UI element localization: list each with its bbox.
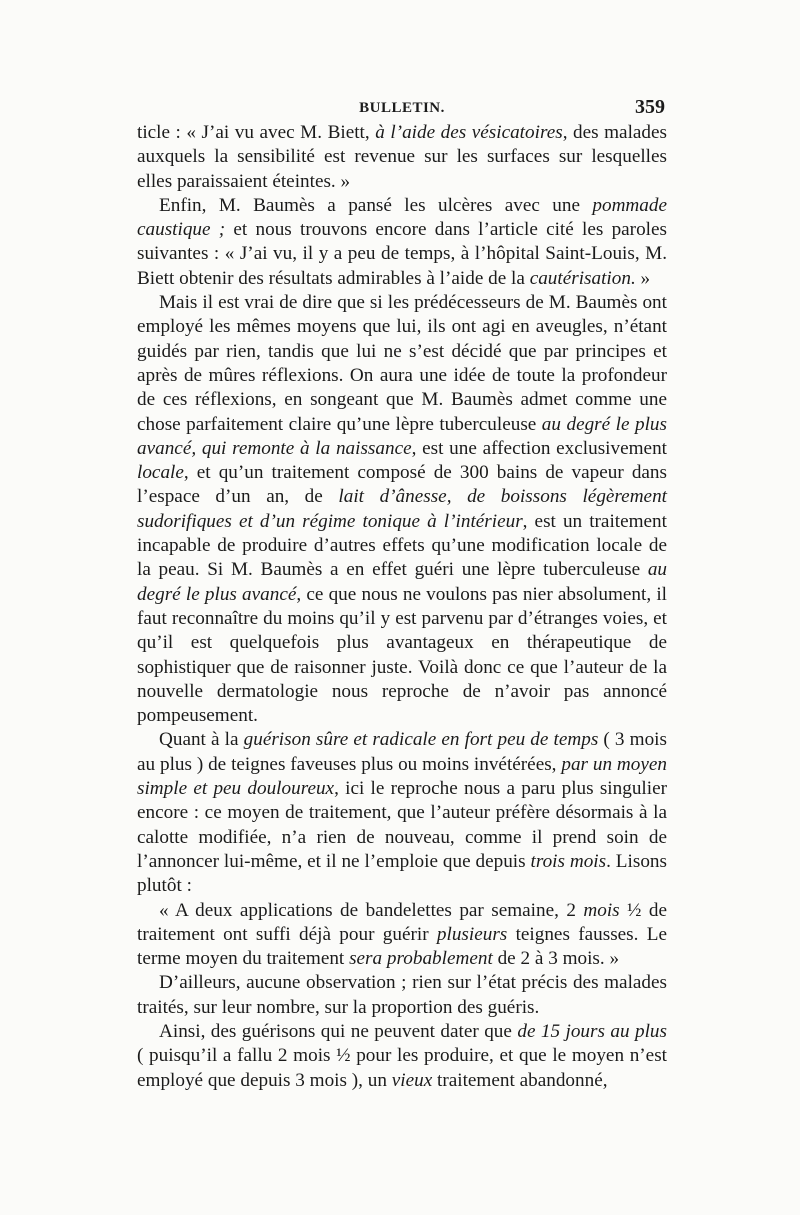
text-run: , et qu’un traitement composé de 300 bains de vapeur dans l’espace d’un an, de [137, 462, 667, 508]
italic-text: locale [137, 462, 184, 484]
paragraph [137, 1020, 667, 1093]
page-header [137, 96, 667, 124]
italic-text: pommade caustique ; [137, 194, 667, 241]
paragraph [137, 971, 667, 1020]
text-run: , est une affection exclusivement [411, 437, 667, 459]
text-run: traitement abandonné, [432, 1069, 608, 1091]
italic-text: mois [583, 899, 620, 921]
text-run: Mais il est vrai de dire que si les prédécesseurs de M. Baumès ont employé les mêmes moyens que lui, ils ont agi en aveugles, n’étant guidés par rien, tandis que lui ne s’est décidé que par principes et après de mûres réflexions. On aura une idée de toute la profondeur de ces réflexions, en songeant que M. Baumès admet comme une chose parfaitement claire qu’une lèpre tuberculeuse [137, 292, 667, 435]
italic-text: vieux [391, 1069, 433, 1091]
text-run: ( 3 mois au plus ) de teignes faveuses plus ou moins invétérées, [137, 729, 667, 775]
text-run: Enfin, M. Baumès a pansé les ulcères avec une [159, 194, 593, 216]
italic-text: de 15 jours au plus [517, 1020, 667, 1042]
italic-text: sera probablement [349, 948, 493, 970]
text-run: ½ de traitement ont suffi déjà pour guérir [137, 899, 667, 945]
paragraph [137, 194, 667, 291]
text-run: ticle : « J’ai vu avec M. Biett, [137, 122, 376, 143]
text-run: Ainsi, des guérisons qui ne peuvent dater que [159, 1020, 518, 1042]
italic-text: lait d’ânesse, de boissons légèrement sudorifiques et d’un régime tonique à l’intérieur [137, 486, 667, 532]
text-run: . Lisons plutôt : [137, 850, 667, 897]
text-run: et nous trouvons encore dans l’article cité les paroles suivantes : « J’ai vu, il y a peu de temps, à l’hôpital Saint-Louis, M. Biett obtenir des résultats admirables à l’aide de la [137, 219, 667, 289]
text-run: , est un traitement incapable de produire d’autres effets qu’une modification locale de la peau. Si M. Baumès a en effet guéri une lèpre tuberculeuse [137, 510, 667, 581]
text-run: , ce que nous ne voulons pas nier absolument, il faut reconnaître du moins qu’il y est parvenu par d’étranges voies, et qu’il est quelquefois plus avantageux en thérapeutique de sophistiquer que de raisonner juste. Voilà donc ce que l’auteur de la nouvelle dermatologie nous reproche de n’avoir pas annoncé pompeusement. [137, 583, 667, 727]
text-run: , des malades auxquels la sensibilité est revenue sur les surfaces sur lesquelles elles paraissaient éteintes. » [137, 122, 667, 192]
text-run: teignes fausses. Le terme moyen du traitement [137, 923, 667, 970]
text-run: » [635, 267, 651, 289]
text-run: « A deux applications de bandelettes par semaine, 2 [159, 899, 584, 921]
text-run: de 2 à 3 mois. » [492, 948, 620, 970]
paragraph [137, 291, 667, 728]
running-head: BULLETIN. [359, 100, 445, 116]
italic-text: cautérisation. [529, 267, 636, 289]
italic-text: au degré le plus avancé [137, 559, 667, 605]
text-run: D’ailleurs, aucune observation ; rien sur l’état précis des malades traités, sur leur nombre, sur la proportion des guéris. [137, 972, 667, 1018]
italic-text: plusieurs [436, 923, 508, 945]
text-run: , ici le reproche nous a paru plus singulier encore : ce moyen de traitement, que l’auteur préfère désormais à la calotte modifiée, n’a rien de nouveau, comme il prend soin de l’annoncer lui-même, et il ne l’emploie que depuis [137, 778, 667, 872]
text-run: Quant à la [159, 729, 244, 751]
page-number: 359 [635, 96, 665, 118]
paragraph [137, 728, 667, 898]
italic-text: trois mois [530, 850, 607, 872]
italic-text: au degré le plus avancé, qui remonte à la naissance [137, 413, 667, 459]
italic-text: à l’aide des vésicatoires [375, 122, 563, 143]
italic-text: par un moyen simple et peu douloureux [137, 753, 667, 800]
italic-text: guérison sûre et radicale en fort peu de temps [243, 729, 599, 751]
paragraph [137, 899, 667, 972]
body-text [137, 121, 667, 1093]
text-run: ( puisqu’il a fallu 2 mois ½ pour les produire, et que le moyen n’est employé que depuis 3 mois ), un [137, 1045, 667, 1091]
paragraph [137, 121, 667, 194]
